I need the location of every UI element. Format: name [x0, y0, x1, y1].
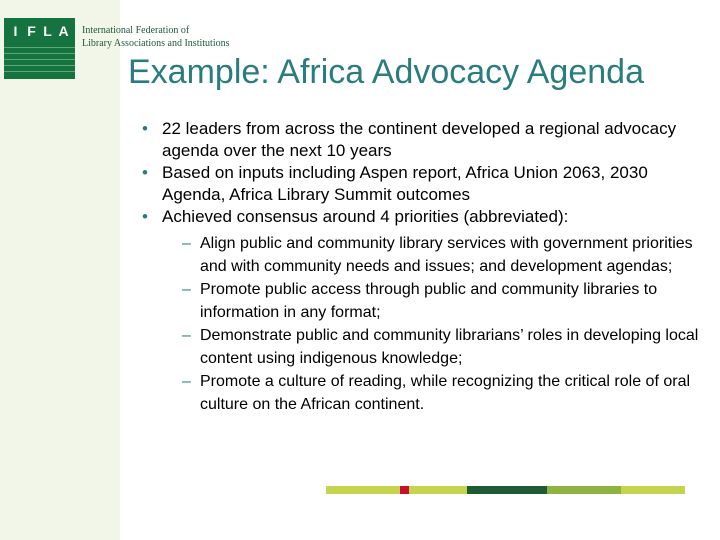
bullet-item: [142, 118, 702, 162]
logo-lines: [4, 42, 75, 79]
bullet-text: 22 leaders from across the continent developed a regional advocacy agenda over the next 10 years: [162, 119, 677, 160]
sub-bullet-mark: –: [182, 281, 191, 298]
logo-letter: F: [27, 23, 36, 39]
footer-color-bar: [326, 486, 685, 494]
footer-bar-segment-lime: [326, 486, 400, 494]
logo-letter: I: [13, 23, 18, 39]
sub-bullet-list: [182, 232, 702, 416]
slide-body: [142, 118, 702, 416]
bullet-mark: •: [142, 119, 148, 138]
slide-title: Example: Africa Advocacy Agenda: [128, 53, 644, 91]
footer-bar-segment-dark-green: [467, 486, 547, 494]
footer-bar-segment-lime-2: [409, 486, 467, 494]
sub-bullet-text: Demonstrate public and community librarians’ roles in developing local content using indigenous knowledge;: [200, 327, 699, 367]
bullet-text: Based on inputs including Aspen report, Africa Union 2063, 2030 Agenda, Africa Library Summit outcomes: [162, 163, 648, 204]
bullet-text: Achieved consensus around 4 priorities (abbreviated):: [162, 207, 569, 226]
sub-bullet-mark: –: [182, 327, 191, 344]
sub-bullet-item: [182, 324, 702, 370]
bullet-item: [142, 206, 702, 228]
bullet-item: [142, 162, 702, 206]
logo-letter: A: [58, 23, 69, 39]
footer-bar-segment-mid-green: [547, 486, 621, 494]
bullet-mark: •: [142, 207, 148, 226]
footer-bar-segment-lime-3: [621, 486, 685, 494]
sidebar-panel: [0, 0, 120, 540]
logo-letter: L: [43, 23, 52, 39]
footer-bar-segment-red: [400, 486, 409, 494]
sub-bullet-text: Align public and community library services with government priorities and with community needs and issues; and development agendas;: [200, 235, 693, 275]
logo-letters: [9, 22, 70, 40]
sub-bullet-item: [182, 232, 702, 278]
sub-bullet-mark: –: [182, 235, 191, 252]
sub-bullet-item: [182, 278, 702, 324]
org-name: [82, 24, 230, 50]
sub-bullet-text: Promote a culture of reading, while recognizing the critical role of oral culture on the African continent.: [200, 373, 691, 413]
sub-bullet-item: [182, 370, 702, 416]
sub-bullet-text: Promote public access through public and community libraries to information in any format;: [200, 281, 658, 321]
sub-bullet-mark: –: [182, 373, 191, 390]
org-name-line-2: Library Associations and Institutions: [82, 38, 230, 49]
bullet-mark: •: [142, 163, 148, 182]
org-name-line-1: International Federation of: [82, 25, 190, 36]
